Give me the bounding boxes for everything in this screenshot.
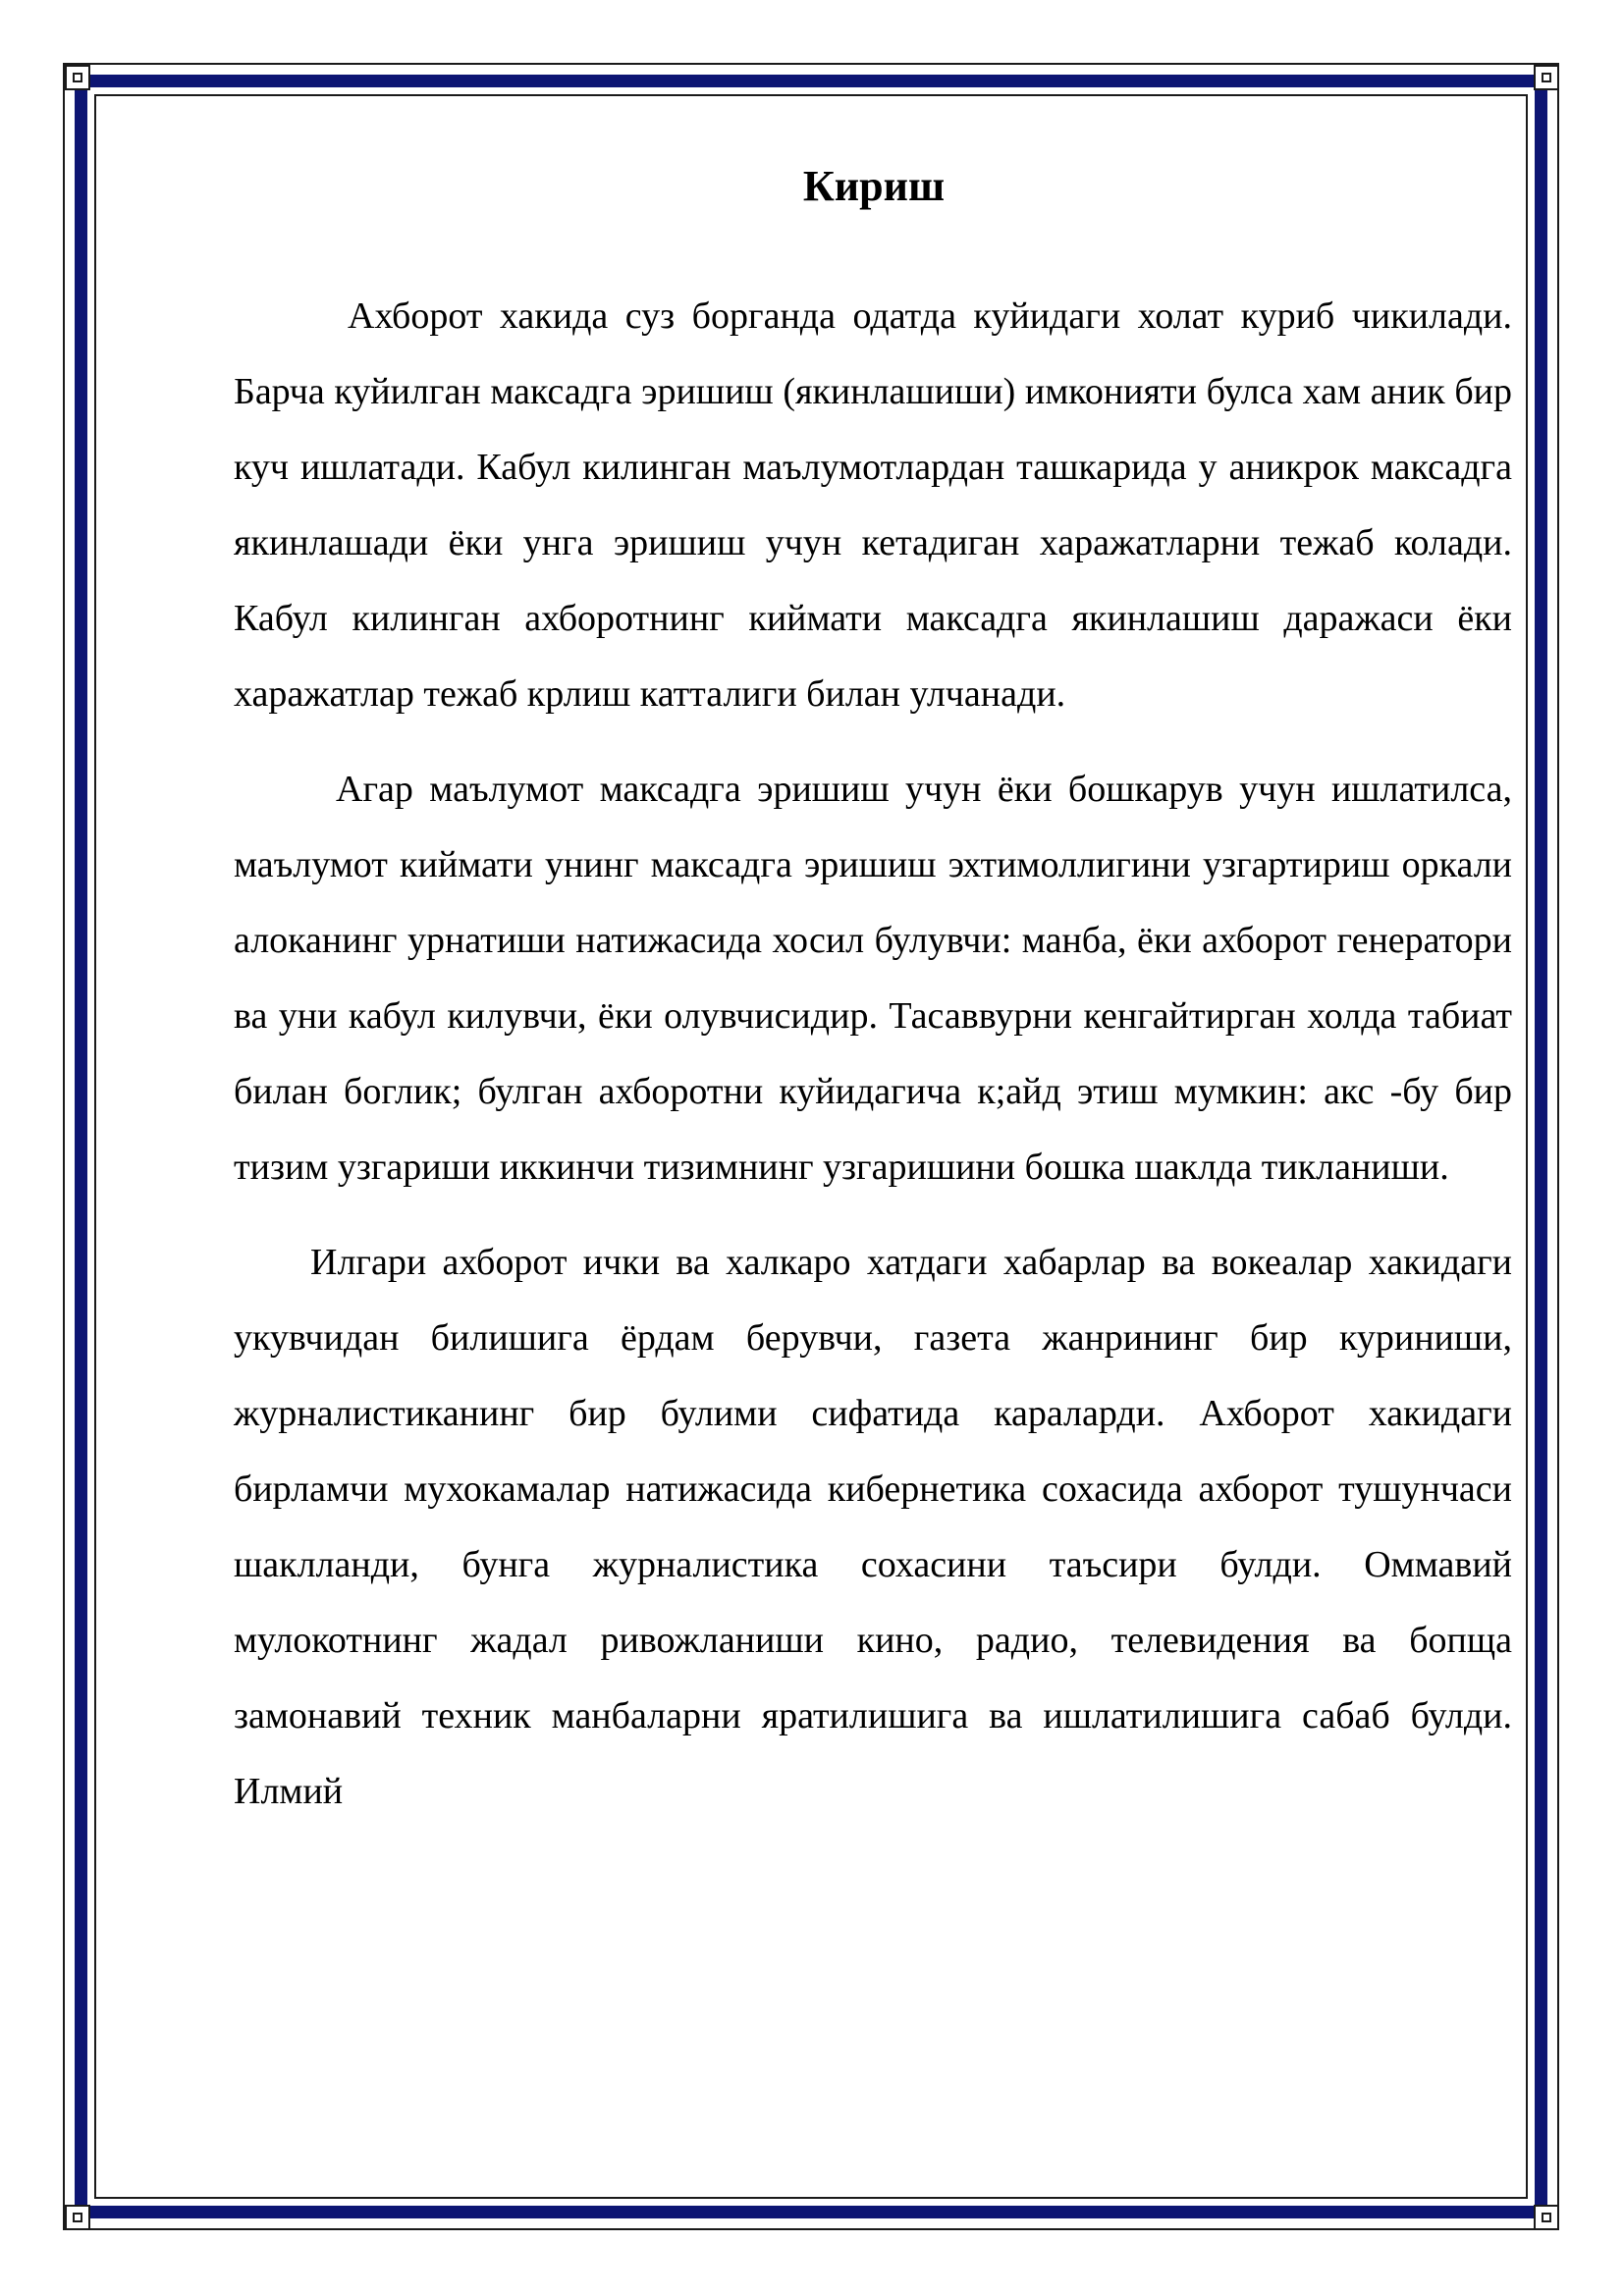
paragraph-2: Агар маълумот максадга эришиш учун ёки бошкарув учун ишлатилса, маълумот киймати унинг максадга эришиш эхтимоллигини узгартириш оркали алоканинг урнатиши натижасида хосил булувчи: манба, ёки ахборот генератори ва уни кабул килувчи, ёки олувчисидир. Тасаввурни кенгайтирган холда табиат билан боглик; булган ахборотни куйидагича к;айд этиш мумкин: акс -бу бир тизим узгариши иккинчи тизимнинг узгаришини бошка шаклда тикланиши. [234, 769, 1512, 1188]
document-body [234, 279, 1512, 1849]
paragraph-3: Илгари ахборот ички ва халкаро хатдаги хабарлар ва вокеалар хакидаги укувчидан билишига ёрдам берувчи, газета жанрининг бир куриниши, журналистиканинг бир булими сифатида караларди. Ахборот хакидаги бирламчи мухокамалар натижасида кибернетика сохасида ахборот тушунчаси шаклланди, бунга журналистика сохасини таъсири булди. Оммавий мулокотнинг жадал ривожланиши кино, радио, телевидения ва бопща замонавий техник манбаларни яратилишига ва ишлатилишига сабаб булди. Илмий [234, 1242, 1512, 1812]
corner-ornament-top-right [1534, 65, 1559, 90]
corner-ornament-bottom-left [65, 2205, 90, 2230]
paragraph-1: Ахборот хакида суз борганда одатда куйидаги холат куриб чикилади. Барча куйилган максадга эришиш (якинлашиши) имконияти булса хам аник бир куч ишлатади. Кабул килинган маълумотлардан ташкарида у аникрок максадга якинлашади ёки унга эришиш учун кетадиган харажатларни тежаб колади. Кабул килинган ахборотнинг киймати максадга якинлашиш даражаси ёки харажатлар тежаб крлиш катталиги билан улчанади. [234, 295, 1512, 715]
page-title: Кириш [802, 162, 946, 210]
corner-ornament-bottom-right [1534, 2205, 1559, 2230]
corner-ornament-top-left [65, 65, 90, 90]
